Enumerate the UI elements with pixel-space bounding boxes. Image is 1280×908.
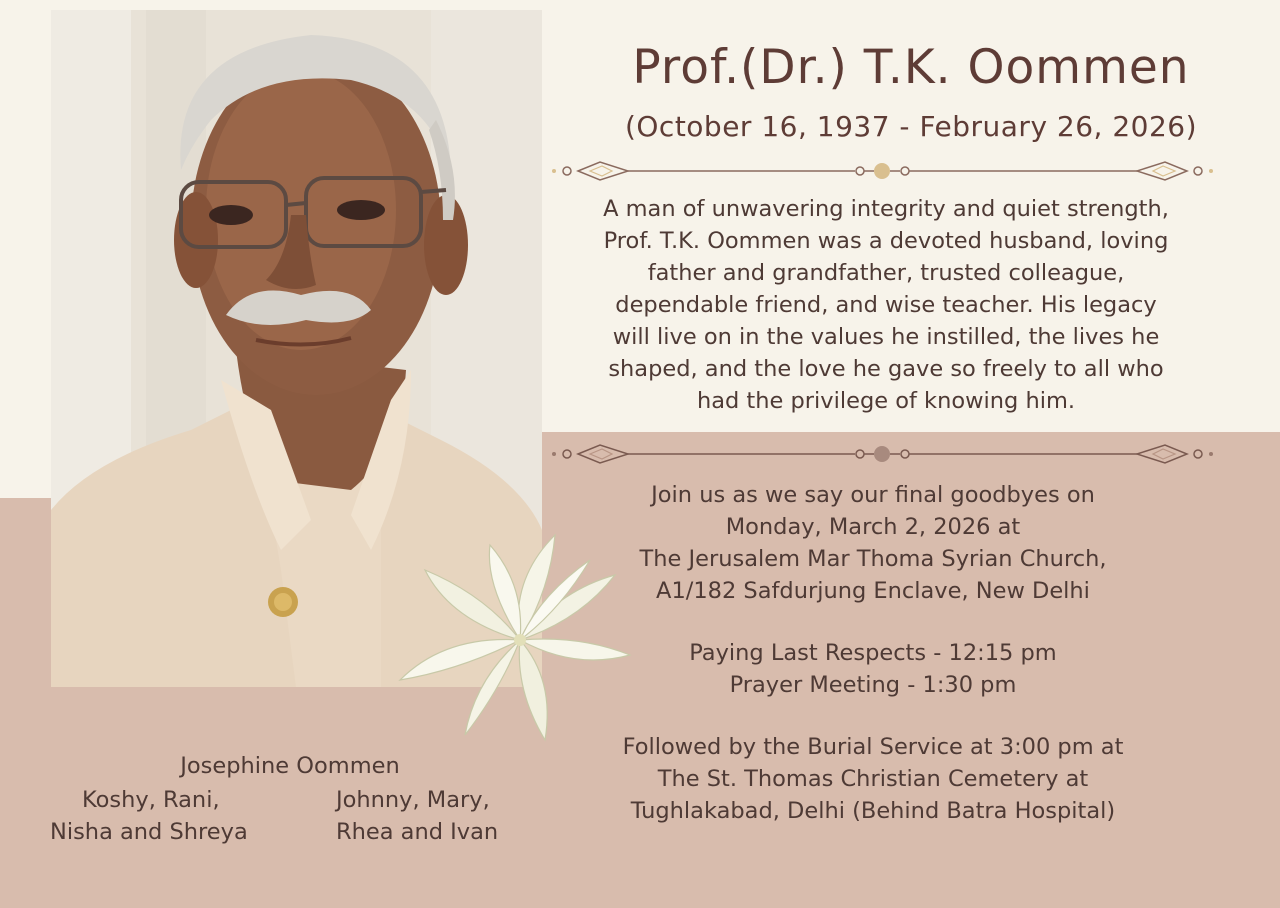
schedule-line: Prayer Meeting - 1:30 pm <box>729 672 1017 698</box>
children-columns <box>40 784 550 848</box>
left-cream-notch <box>0 330 52 498</box>
family-line: Johnny, Mary, <box>336 787 490 813</box>
service-intro-line: Join us as we say our final goodbyes on <box>651 482 1095 508</box>
spacer <box>548 701 1198 731</box>
tribute-line: father and grandfather, trusted colleague, <box>647 260 1125 286</box>
ornamental-divider-bottom <box>550 441 1215 467</box>
spacer <box>548 607 1198 637</box>
ornamental-divider-top <box>550 158 1215 184</box>
life-dates: (October 16, 1937 - February 26, 2026) <box>624 110 1198 143</box>
tribute-paragraph <box>560 193 1212 417</box>
schedule-line: Paying Last Respects - 12:15 pm <box>689 640 1057 666</box>
spouse-name: Josephine Oommen <box>180 753 400 779</box>
family-line: Nisha and Shreya <box>50 819 248 845</box>
tribute-line: A man of unwavering integrity and quiet strength, <box>603 196 1169 222</box>
family-signature <box>40 750 550 848</box>
service-details <box>548 479 1198 827</box>
tribute-line: had the privilege of knowing him. <box>696 388 1076 414</box>
service-intro-line: The Jerusalem Mar Thoma Syrian Church, <box>639 546 1107 572</box>
service-intro-line: Monday, March 2, 2026 at <box>725 514 1021 540</box>
tribute-line: will live on in the values he instilled, the lives he <box>612 324 1160 350</box>
burial-line: The St. Thomas Christian Cemetery at <box>657 766 1089 792</box>
family-group-two <box>336 784 540 848</box>
white-lily-flower-icon <box>395 530 640 755</box>
tribute-line: dependable friend, and wise teacher. His legacy <box>615 292 1157 318</box>
family-line: Koshy, Rani, <box>82 787 220 813</box>
burial-line: Followed by the Burial Service at 3:00 pm at <box>622 734 1124 760</box>
family-group-one <box>40 784 336 848</box>
deceased-name-title: Prof.(Dr.) T.K. Oommen <box>632 40 1190 95</box>
family-line: Rhea and Ivan <box>336 819 499 845</box>
service-intro-line: A1/182 Safdurjung Enclave, New Delhi <box>656 578 1090 604</box>
tribute-line: Prof. T.K. Oommen was a devoted husband, loving <box>603 228 1169 254</box>
burial-line: Tughlakabad, Delhi (Behind Batra Hospital) <box>630 798 1116 824</box>
tribute-line: shaped, and the love he gave so freely to all who <box>608 356 1164 382</box>
